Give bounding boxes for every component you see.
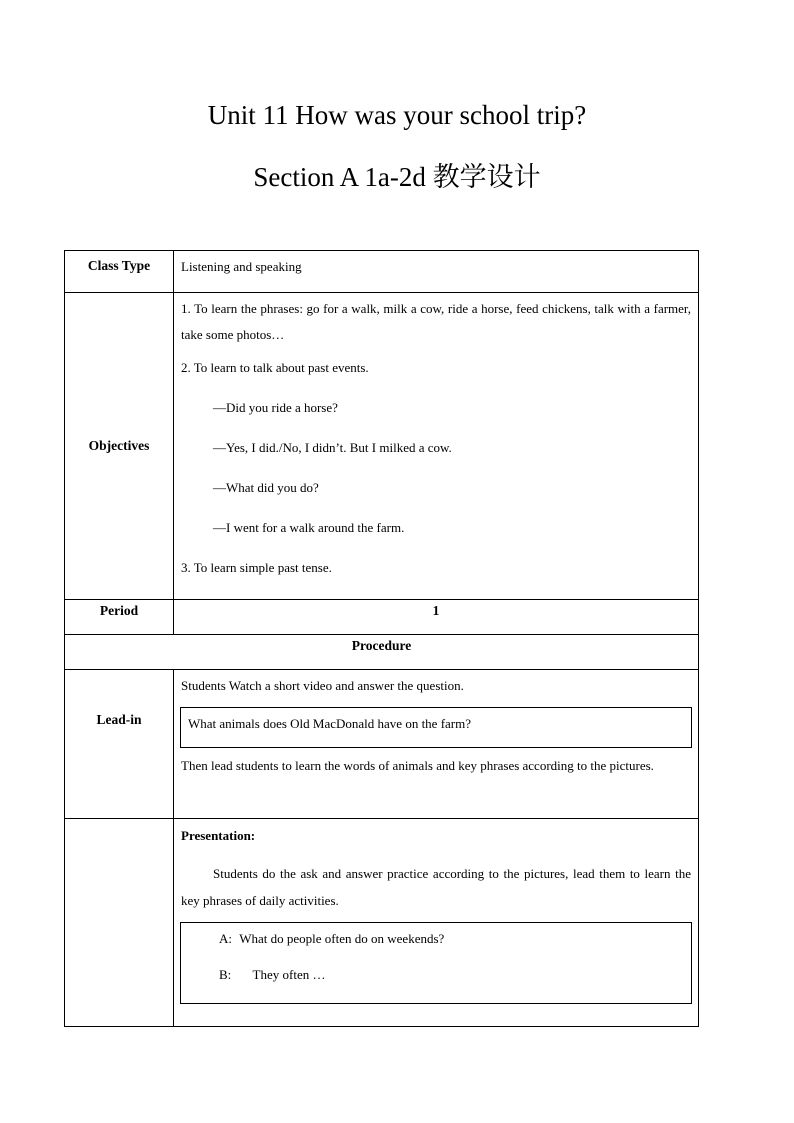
dialog-line: —I went for a walk around the farm. bbox=[213, 520, 405, 535]
period-row bbox=[65, 600, 699, 635]
procedure-row bbox=[65, 635, 699, 670]
dialog-line: —What did you do? bbox=[213, 480, 319, 495]
objective-item-2: 2. To learn to talk about past events. bbox=[181, 360, 369, 375]
presentation-row bbox=[65, 819, 699, 1027]
objective-item-3: 3. To learn simple past tense. bbox=[181, 560, 332, 575]
document-title: Unit 11 How was your school trip? bbox=[207, 100, 587, 130]
lead-in-intro: Students Watch a short video and answer the question. bbox=[181, 678, 464, 693]
lead-in-question: What animals does Old MacDonald have on the farm? bbox=[188, 716, 472, 731]
dialog-a-label: A: bbox=[219, 931, 232, 946]
question-box bbox=[180, 707, 692, 748]
document-subtitle: Section A 1a-2d 教学设计 bbox=[253, 162, 541, 192]
class-type-value: Listening and speaking bbox=[181, 259, 302, 274]
objectives-row bbox=[65, 293, 699, 600]
lead-in-label: Lead-in bbox=[65, 670, 174, 819]
lead-in-cell bbox=[174, 670, 699, 819]
dialog-b-line bbox=[181, 963, 691, 987]
presentation-label-cell bbox=[65, 819, 174, 1027]
dialog-b-text: They often … bbox=[252, 967, 326, 982]
dialog-a-text: What do people often do on weekends? bbox=[239, 931, 445, 946]
presentation-text: Students do the ask and answer practice according to the pictures, lead them to learn the key phrases of daily activities. bbox=[181, 866, 691, 908]
objectives-cell bbox=[174, 293, 699, 600]
dialog-b-label: B: bbox=[219, 967, 232, 982]
lead-in-row bbox=[65, 670, 699, 819]
class-type-value-cell bbox=[174, 251, 699, 293]
class-type-row bbox=[65, 251, 699, 293]
dialog-line: —Did you ride a horse? bbox=[213, 400, 338, 415]
presentation-cell bbox=[174, 819, 699, 1027]
dialog-box bbox=[180, 922, 692, 1004]
lesson-plan-table bbox=[64, 250, 699, 1027]
dialog-a-line bbox=[181, 923, 691, 963]
objective-item-1: 1. To learn the phrases: go for a walk, milk a cow, ride a horse, feed chickens, talk with a farmer, take some photos… bbox=[181, 301, 691, 342]
lead-in-followup: Then lead students to learn the words of animals and key phrases according to the pictures. bbox=[181, 758, 654, 773]
class-type-label: Class Type bbox=[65, 251, 174, 293]
period-label: Period bbox=[65, 600, 174, 635]
objectives-label: Objectives bbox=[65, 293, 174, 600]
period-value: 1 bbox=[174, 600, 699, 635]
presentation-heading: Presentation: bbox=[181, 828, 256, 843]
dialog-line: —Yes, I did./No, I didn’t. But I milked a cow. bbox=[213, 440, 452, 455]
procedure-heading: Procedure bbox=[65, 635, 699, 670]
